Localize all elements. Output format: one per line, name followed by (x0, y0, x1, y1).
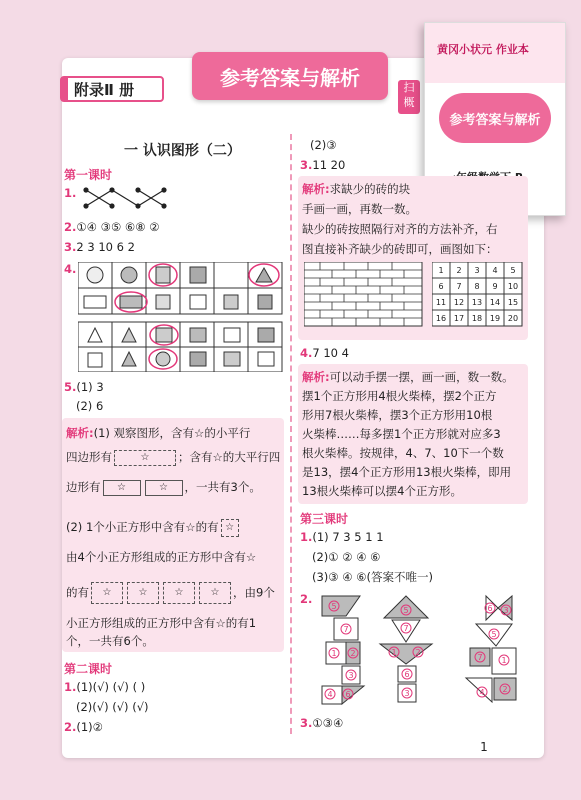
box1-line-2: 手画一画，再数一数。 (302, 202, 417, 216)
box2-label: 解析: (302, 370, 330, 384)
analysis-line-5: 由4个小正方形组成的正方形中含有☆ (66, 550, 257, 564)
lesson-3-heading: 第三课时 (300, 512, 349, 526)
grid-number: 12 (453, 298, 465, 307)
analysis-line-6b: ，由9个 (233, 585, 275, 600)
svg-text:2: 2 (415, 648, 421, 657)
svg-text:7: 7 (343, 625, 349, 634)
q8-answer: (1)② (76, 720, 103, 734)
analysis-line-8: 个，一共有6个。 (66, 634, 154, 648)
grid-number: 20 (507, 314, 519, 323)
q4-number: 4. (64, 262, 77, 276)
cover-brand: 黄冈小状元 作业本 (437, 43, 529, 56)
svg-text:6: 6 (404, 670, 410, 679)
svg-text:4: 4 (479, 688, 485, 697)
box1-line-1: 求缺少的砖的块 (329, 182, 411, 196)
svg-text:3: 3 (503, 606, 509, 615)
box2-line-7: 13根火柴棒可以摆4个正方形。 (302, 484, 462, 498)
box2-line-1: 可以动手摆一摆，画一画，数一数。 (329, 370, 514, 384)
q2-answer: ①④ ③⑤ ⑥⑧ ② (76, 220, 160, 234)
q4-shape-tables (78, 262, 284, 372)
q5-answer-1: (1) 3 (76, 380, 104, 394)
q5-number: 5. (64, 380, 77, 394)
lesson-2-heading: 第二课时 (64, 662, 113, 676)
scan-tag[interactable] (398, 80, 420, 114)
square-group-1: ☆ (91, 582, 123, 604)
box1-label: 解析: (302, 182, 330, 196)
r4-answer: (1) 7 3 5 1 1 (312, 530, 384, 544)
square-group-3: ☆ (163, 582, 195, 604)
q8-number: 2. (64, 720, 77, 734)
grid-number: 8 (474, 282, 480, 291)
svg-text:6: 6 (345, 690, 351, 699)
svg-text:6: 6 (487, 604, 493, 613)
page-title (192, 52, 388, 100)
tangram-figures (316, 594, 526, 706)
analysis-line-1: (1) 观察图形，含有☆的小平行 (93, 426, 251, 440)
svg-text:1: 1 (331, 649, 337, 658)
r4-number: 1. (300, 530, 313, 544)
appendix-tag (60, 76, 164, 102)
r2-number: 3. (300, 158, 313, 172)
grid-number: 11 (435, 298, 447, 307)
svg-text:5: 5 (491, 630, 497, 639)
q1-cross-lines (82, 186, 172, 210)
svg-text:1: 1 (501, 656, 507, 665)
r8-answer: ①③④ (312, 716, 344, 730)
grid-number: 7 (456, 282, 462, 291)
q2-number: 2. (64, 220, 77, 234)
grid-number: 4 (492, 266, 498, 275)
r6-answer: (3)③ ④ ⑥(答案不唯一) (312, 570, 434, 584)
page-title-text: 参考答案与解析 (220, 65, 360, 90)
svg-text:2: 2 (350, 649, 356, 658)
grid-number: 18 (471, 314, 483, 323)
svg-text:7: 7 (403, 624, 409, 633)
grid-number: 13 (471, 298, 483, 307)
box2-line-6: 是13，摆4个正方形用13根火柴棒，即用 (302, 465, 512, 479)
svg-text:5: 5 (331, 602, 337, 611)
section-title: 一 认识图形（二） (124, 143, 241, 159)
r3-number: 4. (300, 346, 313, 360)
r2-answer: 11 20 (312, 158, 346, 172)
column-divider (290, 134, 292, 734)
box2-line-4: 火柴棒……每多摆1个正方形就对应多3 (302, 427, 501, 441)
box2-line-2: 摆1个正方形用4根火柴棒，摆2个正方 (302, 389, 497, 403)
svg-text:4: 4 (327, 690, 333, 699)
grid-number: 1 (438, 266, 444, 275)
q7-answer: (2)(√) (√) (√) (76, 700, 149, 714)
small-parallelogram: ☆ (114, 450, 176, 466)
grid-number: 9 (492, 282, 498, 291)
svg-text:3: 3 (348, 671, 354, 680)
analysis-line-7: 小正方形组成的正方形中含有☆的有1 (66, 616, 257, 630)
analysis-line-4: (2) 1个小正方形中含有☆的有 (66, 520, 219, 534)
r8-number: 3. (300, 716, 313, 730)
square-group-2: ☆ (127, 582, 159, 604)
square-group-4: ☆ (199, 582, 231, 604)
q3-number: 3. (64, 240, 77, 254)
scan-label: 扫 概 (403, 81, 415, 109)
lesson-1-heading: 第一课时 (64, 168, 113, 182)
large-parallelogram-1: ☆ (103, 480, 141, 496)
svg-text:1: 1 (391, 648, 397, 657)
large-parallelogram-2: ☆ (145, 480, 183, 496)
cover-title-cloud (439, 93, 551, 143)
grid-number: 10 (507, 282, 519, 291)
svg-text:7: 7 (477, 653, 483, 662)
grid-number: 5 (510, 266, 516, 275)
grid-number: 2 (456, 266, 462, 275)
brick-wall (304, 262, 424, 328)
analysis-line-2b: ；含有☆的大平行四 (178, 450, 281, 464)
analysis-line-6: 的有 (66, 585, 89, 600)
q3-answer: 2 3 10 6 2 (76, 240, 135, 254)
grid-number: 16 (435, 314, 447, 323)
grid-number: 6 (438, 282, 444, 291)
box1-line-4: 图直接补齐缺少的砖即可，画图如下： (302, 242, 498, 256)
grid-number: 3 (474, 266, 480, 275)
grid-number: 14 (489, 298, 501, 307)
svg-text:2: 2 (502, 685, 508, 694)
appendix-label: 附录Ⅱ 册 (74, 80, 135, 99)
small-square: ☆ (221, 519, 239, 537)
grid-number: 19 (489, 314, 501, 323)
number-grid (432, 262, 524, 328)
grid-number: 15 (507, 298, 519, 307)
q5-answer-2: (2) 6 (76, 399, 104, 413)
grid-number: 17 (453, 314, 465, 323)
page-number: 1 (480, 740, 488, 754)
analysis-line-3b: ，一共有3个。 (184, 480, 261, 494)
r5-answer: (2)① ② ④ ⑥ (312, 550, 381, 564)
cover-title: 参考答案与解析 (449, 112, 541, 128)
q1-number: 1. (64, 186, 77, 200)
svg-text:5: 5 (403, 606, 409, 615)
r7-number: 2. (300, 592, 313, 606)
analysis-line-3: 边形有 (66, 480, 101, 494)
q6-number: 1. (64, 680, 77, 694)
r1-answer: (2)③ (310, 138, 337, 152)
box2-line-5: 根火柴棒。按规律，4、7、10下一个数 (302, 446, 504, 460)
box2-line-3: 形用7根火柴棒，摆3个正方形用10根 (302, 408, 493, 422)
svg-text:3: 3 (404, 689, 410, 698)
r3-answer: 7 10 4 (312, 346, 349, 360)
analysis-line-2: 四边形有 (66, 450, 112, 464)
analysis-label: 解析: (66, 426, 94, 440)
q6-answer: (1)(√) (√) ( ) (76, 680, 146, 694)
box1-line-3: 缺少的砖按照隔行对齐的方法补齐，右 (302, 222, 498, 236)
